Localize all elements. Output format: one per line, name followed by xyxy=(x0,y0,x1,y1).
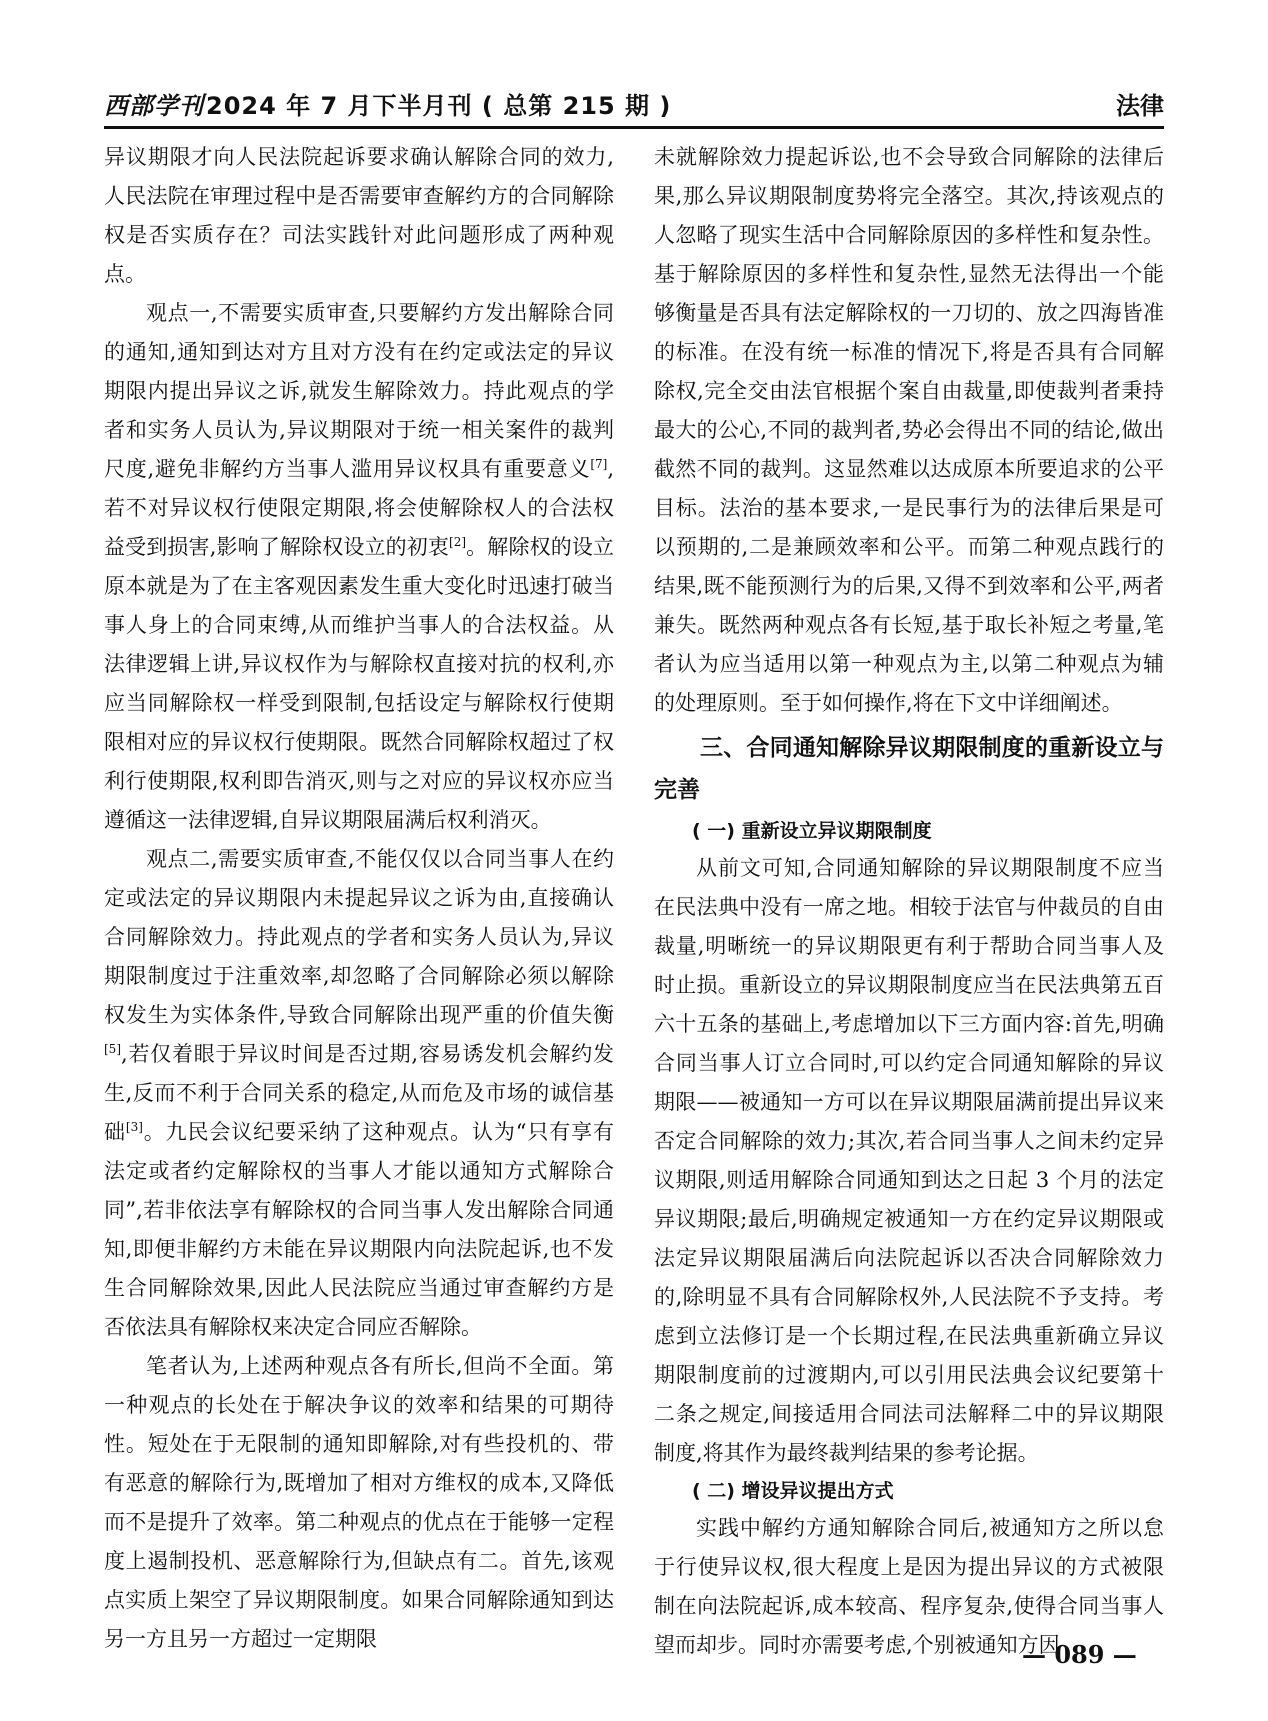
issue-info: 2024 年 7 月下半月刊 ( 总第 215 期 ) xyxy=(206,92,672,120)
journal-issue-line xyxy=(104,86,671,121)
running-header xyxy=(104,86,1164,124)
paragraph-author-opinion: 笔者认为,上述两种观点各有所长,但尚不全面。第一种观点的长处在于解决争议的效率和结果的可期待性。短处在于无限制的通知即解除,对有些投机的、带有恶意的解除行为,既增加了相对方维权的成本,又降低而不是提升了效率。第二种观点的优点在于能够一定程度上遏制投机、恶意解除行为,但缺点有二。首先,该观点实质上架空了异议期限制度。如果合同解除通知到达另一方且另一方超过一定期限 xyxy=(104,1354,614,1651)
page-number: — 089 — xyxy=(1022,1640,1137,1669)
journal-logo: 西部学刊 xyxy=(104,91,204,120)
citation: [5] xyxy=(104,1042,121,1056)
section-label: 法律 xyxy=(1116,92,1164,120)
paragraph-viewpoint-two: 观点二,需要实质审查,不能仅仅以合同当事人在约定或法定的异议期限内未提起异议之诉为由,直接确认合同解除效力。持此观点的学者和实务人员认为,异议期限制度过于注重效率,却忽略了合同解除必须以解除权发生为实体条件,导致合同解除出现严重的价值失衡[5],若仅着眼于异议时间是否过期,容易诱发机会解约发生,反而不利于合同关系的稳定,从而危及市场的诚信基础[3]。九民会议纪要采纳了这种观点。认为“只有享有法定或者约定解除权的当事人才能以通知方式解除合同”,若非依法享有解除权的合同当事人发出解除合同通知,即便非解约方未能在异议期限内向法院起诉,也不发生合同解除效果,因此人民法院应当通过审查解约方是否依法具有解除权来决定合同应否解除。 xyxy=(104,847,615,1339)
citation: [7] xyxy=(590,457,608,471)
paragraph: 从前文可知,合同通知解除的异议期限制度不应当在民法典中没有一席之地。相较于法官与仲裁员的自由裁量,明晰统一的异议期限更有利于帮助合同当事人及时止损。重新设立的异议期限制度应当在民法典第五百六十五条的基础上,考虑增加以下三方面内容:首先,明确合同当事人订立合同时,可以约定合同通知解除的异议期限——被通知一方可以在异议期限届满前提出异议来否定合同解除的效力;其次,若合同当事人之间未约定异议期限,则适用解除合同通知到达之日起 3 个月的法定异议期限;最后,明确规定被通知一方在约定异议期限或法定异议期限届满后向法院起诉以否决合同解除效力的,除明显不具有合同解除权外,人民法院不予支持。考虑到立法修订是一个长期过程,在民法典重新确立异议期限制度前的过渡期内,可以引用民法典会议纪要第十二条之规定,间接适用合同法司法解释二中的异议期限制度,将其作为最终裁判结果的参考论据。 xyxy=(654,856,1164,1465)
paragraph-viewpoint-one: 观点一,不需要实质审查,只要解约方发出解除合同的通知,通知到达对方且对方没有在约定或法定的异议期限内提出异议之诉,就发生解除效力。持此观点的学者和实务人员认为,异议期限对于统一相关案件的裁判尺度,避免非解约方当事人滥用异议权具有重要意义[7],若不对异议权行使限定期限,将会使解除权人的合法权益受到损害,影响了解除权设立的初衷[2]。解除权的设立原本就是为了在主客观因素发生重大变化时迅速打破当事人身上的合同束缚,从而维护当事人的合法权益。从法律逻辑上讲,异议权作为与解除权直接对抗的权利,亦应当同解除权一样受到限制,包括设定与解除权行使期限相对应的异议权行使期限。既然合同解除权超过了权利行使期限,权利即告消灭,则与之对应的异议权亦应当遵循这一法律逻辑,自异议期限届满后权利消灭。 xyxy=(104,301,614,832)
right-column xyxy=(654,138,1164,1665)
citation: [2] xyxy=(449,535,467,549)
subsection-heading: ( 二) 增设异议提出方式 xyxy=(692,1480,894,1502)
subsection-heading: ( 一) 重新设立异议期限制度 xyxy=(692,820,932,842)
paragraph: 异议期限才向人民法院起诉要求确认解除合同的效力,人民法院在审理过程中是否需要审查解约方的合同解除权是否实质存在？司法实践针对此问题形成了两种观点。 xyxy=(104,145,614,286)
section-heading: 三、合同通知解除异议期限制度的重新设立与完善 xyxy=(654,735,1164,803)
paragraph: 未就解除效力提起诉讼,也不会导致合同解除的法律后果,那么异议期限制度势将完全落空。其次,持该观点的人忽略了现实生活中合同解除原因的多样性和复杂性。基于解除原因的多样性和复杂性,显然无法得出一个能够衡量是否具有法定解除权的一刀切的、放之四海皆准的标准。在没有统一标准的情况下,将是否具有合同解除权,完全交由法官根据个案自由裁量,即使裁判者秉持最大的公心,不同的裁判者,势必会得出不同的结论,做出截然不同的裁判。这显然难以达成原本所要追求的公平目标。法治的基本要求,一是民事行为的法律后果是可以预期的,二是兼顾效率和公平。而第二种观点践行的结果,既不能预测行为的后果,又得不到效率和公平,两者兼失。既然两种观点各有长短,基于取长补短之考量,笔者认为应当适用以第一种观点为主,以第二种观点为辅的处理原则。至于如何操作,将在下文中详细阐述。 xyxy=(654,145,1164,715)
left-column xyxy=(104,138,614,1659)
citation: [3] xyxy=(125,1120,143,1134)
paragraph: 实践中解约方通知解除合同后,被通知方之所以怠于行使异议权,很大程度上是因为提出异议的方式被限制在向法院起诉,成本较高、程序复杂,使得合同当事人望而却步。同时亦需要考虑,个别被通知方因 xyxy=(654,1516,1164,1657)
header-rule xyxy=(104,126,1164,129)
